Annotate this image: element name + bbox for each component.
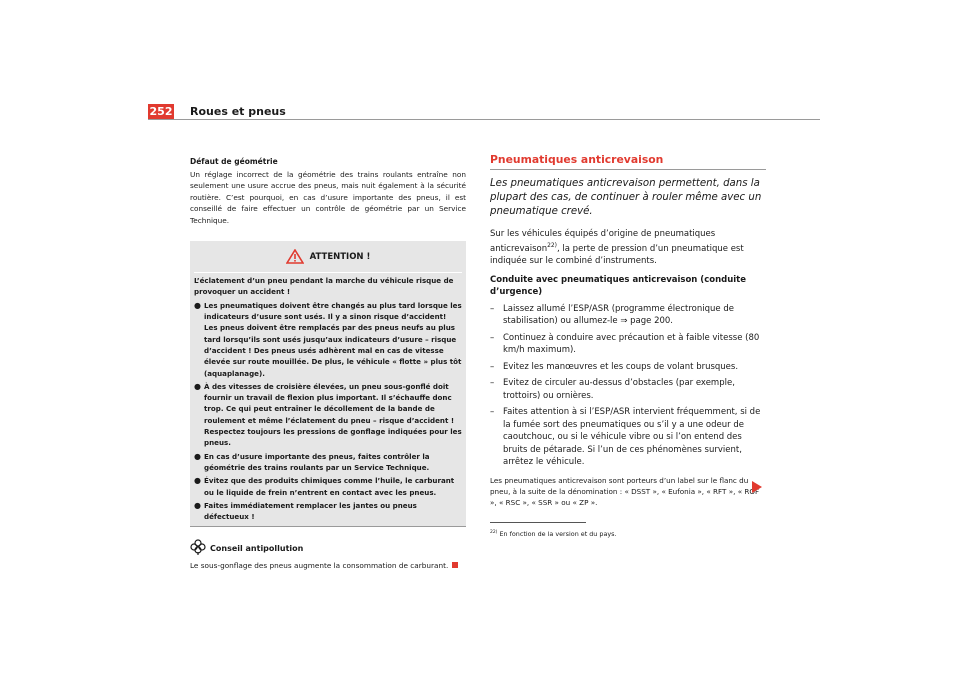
footnote-ref[interactable]: 22) xyxy=(547,242,557,250)
bullet-icon: ● xyxy=(194,300,201,310)
instruction-item: – Laissez allumé l’ESP/ASR (programme électronique de stabilisation) ou allumez-le ⇒ page 200. xyxy=(490,303,734,327)
env-tip-text: Le sous-gonflage des pneus augmente la consommation de carburant. xyxy=(190,560,466,572)
defaut-heading: Défaut de géométrie xyxy=(190,157,278,166)
flower-icon xyxy=(190,539,206,559)
section-intro: Les pneumatiques anticrevaison permettent, dans la plupart des cas, de continuer à rouler même avec un pneumatique crevé. xyxy=(490,178,762,218)
instruction-item: – Evitez les manœuvres et les coups de volant brusques. xyxy=(490,361,739,372)
left-column xyxy=(190,156,466,572)
attention-item: ● Les pneumatiques doivent être changés au plus tard lorsque les indicateurs d’usure sont usés. Il y a sinon risque d’accident! Les pneus doivent être remplacés par des pneus neufs au plus tard lorsqu’ils sont usés jusqu’aux indicateurs d’usure – risque d’accident ! Des pneus usés adhèrent mal en cas de vitesse élevée sur route mouillée. De plus, le véhicule « flotte » plus tôt (aquaplanage). xyxy=(194,300,462,378)
section-title: Pneumatiques anticrevaison xyxy=(490,153,664,166)
attention-item: ● À des vitesses de croisière élevées, un pneu sous-gonflé doit fournir un travail de flexion plus important. Il s’échauffe donc trop. Ce qui peut entraîner le décollement de la bande de roulement et même l’éclatement du pneu – risque d’accident ! Respectez toujours les pressions de gonflage indiquées pour les pneus. xyxy=(194,381,462,448)
defaut-paragraph: Un réglage incorrect de la géométrie des trains roulants entraîne non seulement une usure accrue des pneus, mais nuit également à la sécurité routière. C’est pourquoi, en cas d’usure importante des pneus, il est conseillé de faire effectuer un contrôle de géométrie par un Service Technique. xyxy=(190,169,466,225)
attention-header xyxy=(194,245,462,274)
right-column xyxy=(490,152,766,508)
attention-intro: L’éclatement d’un pneu pendant la marche du véhicule risque de provoquer un accident ! xyxy=(194,276,454,297)
attention-item: ● Faites immédiatement remplacer les jantes ou pneus défectueux ! xyxy=(194,500,417,522)
header-divider xyxy=(148,119,820,120)
attention-item: ● En cas d’usure importante des pneus, faites contrôler la géométrie des trains roulants par un Service Technique. xyxy=(194,451,430,472)
env-tip-header xyxy=(190,539,466,559)
warning-triangle-icon xyxy=(286,249,304,268)
section-paragraph: Sur les véhicules équipés d’origine de pneumatiques anticrevaison$^{22)}$, la perte de pression d’un pneumatique est indiquée sur le combiné d’instruments. xyxy=(490,228,744,267)
bullet-icon: ● xyxy=(194,476,201,486)
label-note: Les pneumatiques anticrevaison sont porteurs d’un label sur le flanc du pneu, à la suite de la dénomination : « DSST », « Eufonia », « RFT », « ROF », « RSC », « SSR » ou « ZP ». xyxy=(490,475,760,507)
bullet-icon: ● xyxy=(194,381,201,391)
env-tip-title: Conseil antipollution xyxy=(210,544,304,554)
bullet-icon: ● xyxy=(194,500,201,510)
instruction-item: – Faites attention à si l’ESP/ASR intervient fréquemment, si de la fumée sort des pneumatiques ou s’il y a une odeur de caoutchouc, ou si le véhicule vibre ou si l’on entend des bruits de pétarade. Si l’un de ces phénomènes survient, arrêtez le véhicule. xyxy=(490,407,761,468)
instruction-item: – Continuez à conduire avec précaution et à faible vitesse (80 km/h maximum). xyxy=(490,332,760,356)
instruction-item: – Evitez de circuler au-dessus d’obstacles (par exemple, trottoirs) ou ornières. xyxy=(490,378,735,401)
bullet-icon: ● xyxy=(194,451,201,461)
end-of-section-icon xyxy=(452,562,458,568)
attention-title: ATTENTION ! xyxy=(309,252,371,263)
section-divider xyxy=(490,169,766,170)
page-number: 252 xyxy=(149,105,173,118)
continue-arrow-icon xyxy=(752,481,762,493)
footnote-divider xyxy=(490,522,586,523)
attention-item: ● Évitez que des produits chimiques comme l’huile, le carburant ou le liquide de frein n’entrent en contact avec les pneus. xyxy=(194,476,455,497)
chapter-title: Roues et pneus xyxy=(190,105,286,118)
emergency-driving-heading: Conduite avec pneumatiques anticrevaison (conduite d’urgence) xyxy=(490,274,746,298)
footnote: $^{22)}$ En fonction de la version et du pays. xyxy=(490,530,617,539)
attention-box xyxy=(190,241,466,528)
